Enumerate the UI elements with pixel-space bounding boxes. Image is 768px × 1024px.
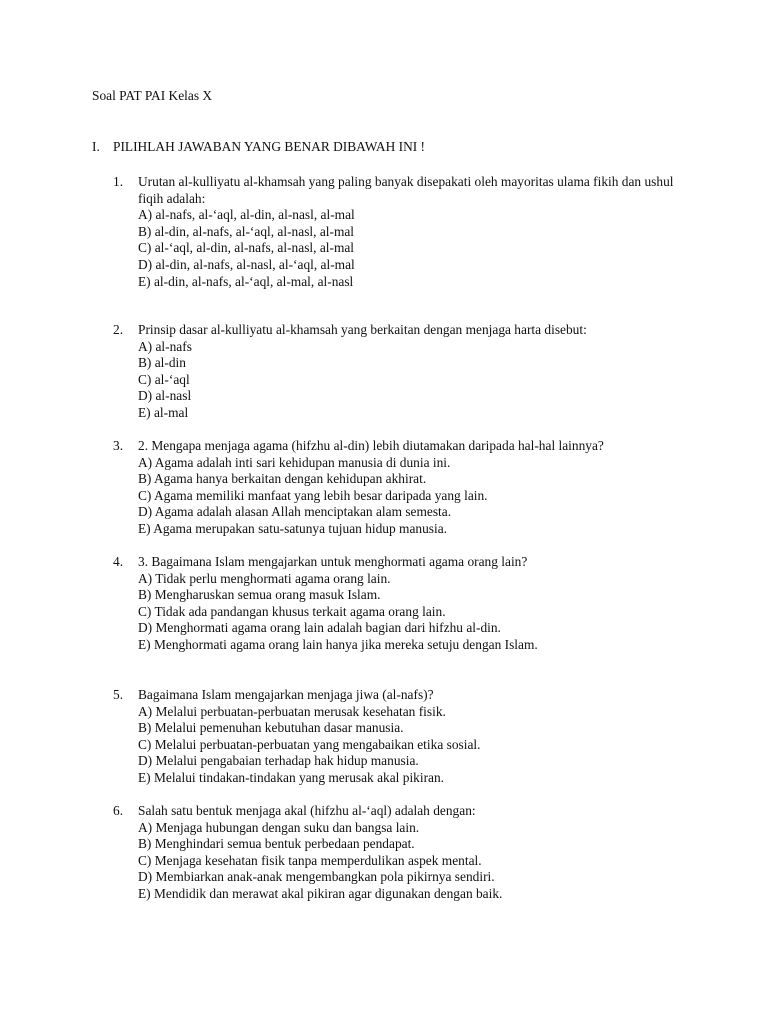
option-e: E) Mendidik dan merawat akal pikiran agar digunakan dengan baik. (138, 885, 503, 901)
option-d: D) Membiarkan anak-anak mengembangkan pola pikirnya sendiri. (138, 869, 495, 885)
option-a: A) Melalui perbuatan-perbuatan merusak kesehatan fisik. (138, 703, 446, 719)
answer-options (138, 704, 698, 787)
question-text: 2. Mengapa menjaga agama (hifzhu al-din) lebih diutamakan daripada hal-hal lainnya? (138, 438, 604, 453)
question-text: Salah satu bentuk menjaga akal (hifzhu al-‘aql) adalah dengan: (138, 803, 476, 818)
option-d: D) al-din, al-nafs, al-nasl, al-‘aql, al-mal (138, 256, 355, 272)
question-number: 5. (113, 687, 124, 702)
question-number: 6. (113, 803, 124, 818)
section-heading (92, 138, 712, 155)
question-5 (113, 687, 713, 787)
section-number: I. (92, 139, 100, 154)
answer-options (138, 571, 698, 654)
option-a: A) Tidak perlu menghormati agama orang lain. (138, 570, 391, 586)
answer-options (138, 455, 698, 538)
answer-options (138, 207, 698, 290)
option-e: E) al-din, al-nafs, al-‘aql, al-mal, al-nasl (138, 273, 354, 289)
option-e: E) Melalui tindakan-tindakan yang merusak akal pikiran. (138, 769, 445, 785)
question-text: Prinsip dasar al-kulliyatu al-khamsah yang berkaitan dengan menjaga harta disebut: (138, 322, 587, 337)
section-title: PILIHLAH JAWABAN YANG BENAR DIBAWAH INI ! (113, 139, 426, 154)
question-6 (113, 803, 713, 903)
option-a: A) Menjaga hubungan dengan suku dan bangsa lain. (138, 819, 420, 835)
option-b: B) Mengharuskan semua orang masuk Islam. (138, 587, 381, 603)
question-number: 3. (113, 438, 124, 453)
question-2 (113, 322, 713, 422)
option-d: D) al-nasl (138, 388, 192, 404)
option-c: C) al-‘aql, al-din, al-nafs, al-nasl, al-mal (138, 240, 355, 256)
option-d: D) Agama adalah alasan Allah menciptakan alam semesta. (138, 504, 452, 520)
option-b: B) al-din, al-nafs, al-‘aql, al-nasl, al-mal (138, 223, 355, 239)
question-text: 3. Bagaimana Islam mengajarkan untuk menghormati agama orang lain? (138, 554, 528, 569)
option-d: D) Menghormati agama orang lain adalah bagian dari hifzhu al-din. (138, 620, 501, 636)
option-a: A) al-nafs, al-‘aql, al-din, al-nasl, al-mal (138, 207, 355, 223)
question-number: 4. (113, 554, 124, 569)
option-e: E) al-mal (138, 404, 189, 420)
question-4 (113, 554, 713, 654)
option-d: D) Melalui pengabaian terhadap hak hidup manusia. (138, 753, 419, 769)
question-1 (113, 174, 713, 290)
question-3 (113, 438, 713, 538)
answer-options (138, 820, 698, 903)
option-e: E) Menghormati agama orang lain hanya jika mereka setuju dengan Islam. (138, 636, 538, 652)
option-e: E) Agama merupakan satu-satunya tujuan hidup manusia. (138, 520, 448, 536)
option-a: A) al-nafs (138, 338, 192, 354)
option-c: C) Agama memiliki manfaat yang lebih besar daripada yang lain. (138, 487, 488, 503)
question-text: Urutan al-kulliyatu al-khamsah yang paling banyak disepakati oleh mayoritas ulama fikih dan ushul fiqih adalah: (138, 174, 674, 206)
option-c: C) Menjaga kesehatan fisik tanpa memperdulikan aspek mental. (138, 852, 482, 868)
option-b: B) Menghindari semua bentuk perbedaan pendapat. (138, 836, 415, 852)
document-title: Soal PAT PAI Kelas X (92, 88, 213, 103)
question-number: 1. (113, 174, 124, 189)
option-a: A) Agama adalah inti sari kehidupan manusia di dunia ini. (138, 454, 451, 470)
answer-options (138, 339, 698, 422)
option-b: B) Agama hanya berkaitan dengan kehidupan akhirat. (138, 471, 427, 487)
option-b: B) Melalui pemenuhan kebutuhan dasar manusia. (138, 720, 404, 736)
option-c: C) Tidak ada pandangan khusus terkait agama orang lain. (138, 603, 446, 619)
question-number: 2. (113, 322, 124, 337)
option-c: C) al-‘aql (138, 371, 190, 387)
option-b: B) al-din (138, 355, 186, 371)
question-text: Bagaimana Islam mengajarkan menjaga jiwa (al-nafs)? (138, 687, 434, 702)
option-c: C) Melalui perbuatan-perbuatan yang mengabaikan etika sosial. (138, 736, 481, 752)
